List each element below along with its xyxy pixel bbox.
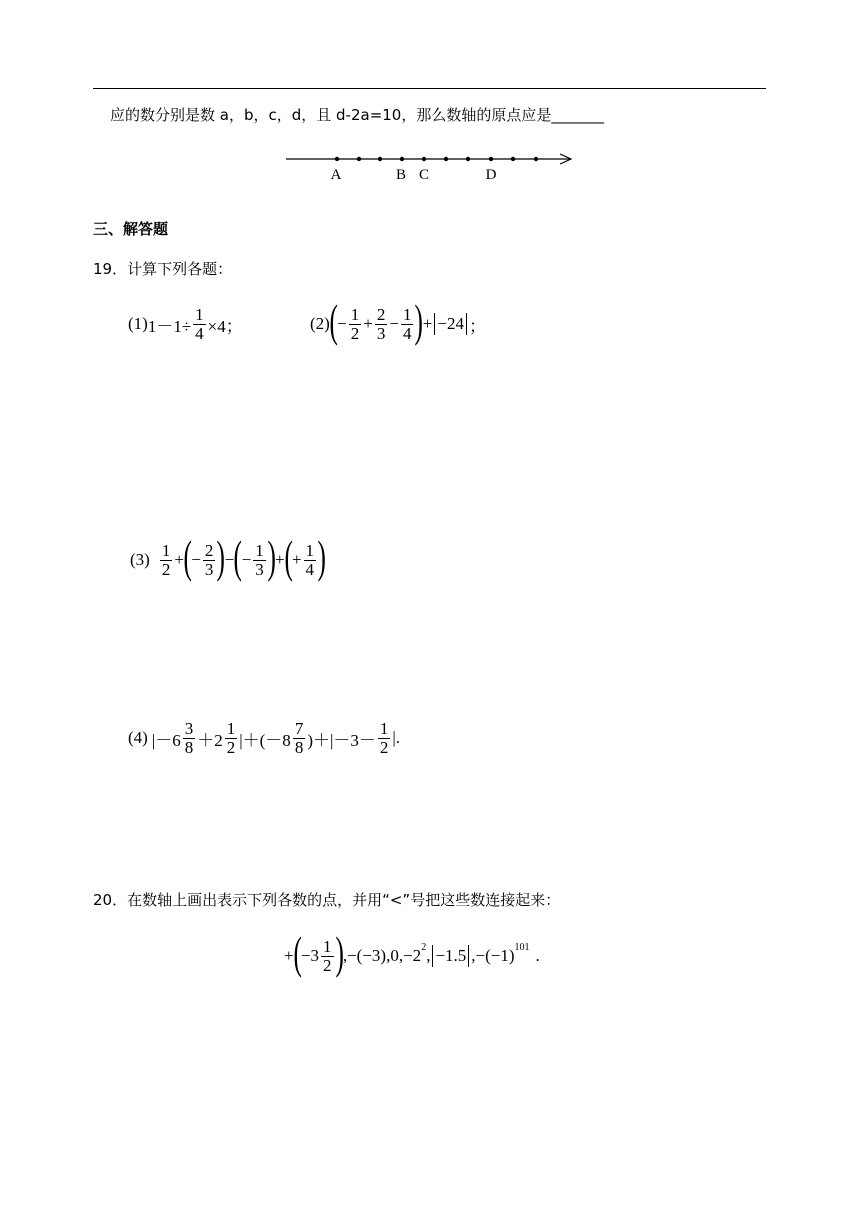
part1-tail: ×4； xyxy=(207,316,243,336)
part2-label: (2) xyxy=(310,314,330,333)
header-rule xyxy=(93,88,766,89)
q20-expression: + ( −3 $\frac{1}{2}$ ) ,−(−3),0,−2 2 , −1.5 ,−(−1) 101 . xyxy=(284,927,540,978)
right-paren: ) xyxy=(414,295,424,346)
label-c: C xyxy=(418,167,430,183)
q19-stem: 19．计算下列各题： xyxy=(93,260,233,278)
number-line-dot xyxy=(335,157,339,161)
number-line-dot xyxy=(400,157,404,161)
abs-value: −24 xyxy=(437,314,464,333)
q19-part1 xyxy=(128,301,243,347)
part1-label: (1) xyxy=(128,314,148,333)
part1-lead: 1－1÷ xyxy=(147,316,192,336)
q20-stem: 20．在数轴上画出表示下列各数的点，并用“<”号把这些数连接起来： xyxy=(93,891,561,909)
number-line-dot xyxy=(466,157,470,161)
label-a: A xyxy=(330,167,342,183)
number-line-dot xyxy=(489,157,493,161)
number-line-dot xyxy=(357,157,361,161)
q19-part2: (2) ( − $\frac{1}{2}$ + $\frac{2}{3}$ − $\frac{1}{4}$ ) + −24 ； xyxy=(310,295,486,346)
number-line-figure xyxy=(280,148,580,184)
number-line-dot xyxy=(534,157,538,161)
number-line-dot xyxy=(422,157,426,161)
part3-label: (3) xyxy=(130,550,150,569)
label-b: B xyxy=(395,167,407,183)
part1-fraction: $\frac{1}{4}$ xyxy=(195,304,204,343)
continuation-text: 应的数分别是数 a，b，c，d，且 d-2a=10，那么数轴的原点应是_______ xyxy=(110,106,604,124)
q19-part3: (3) $\frac{1}{2}$ + ( − $\frac{2}{3}$ ) − ( − $\frac{1}{3}$ ) + ( + $\frac{1}{4}$ ) xyxy=(130,531,326,582)
q19-part4: (4) |－6 $\frac{3}{8}$ ＋2 $\frac{1}{2}$ |＋(－8 $\frac{7}{8}$ )＋|－3－ $\frac{1}{2}$ |. xyxy=(128,718,401,757)
number-line-dot xyxy=(444,157,448,161)
section-title: 三、解答题 xyxy=(93,220,169,238)
number-line-dot xyxy=(378,157,382,161)
part4-label: (4) xyxy=(128,728,148,747)
number-line-dot xyxy=(511,157,515,161)
label-d: D xyxy=(485,167,497,183)
left-paren: ( xyxy=(329,295,338,346)
